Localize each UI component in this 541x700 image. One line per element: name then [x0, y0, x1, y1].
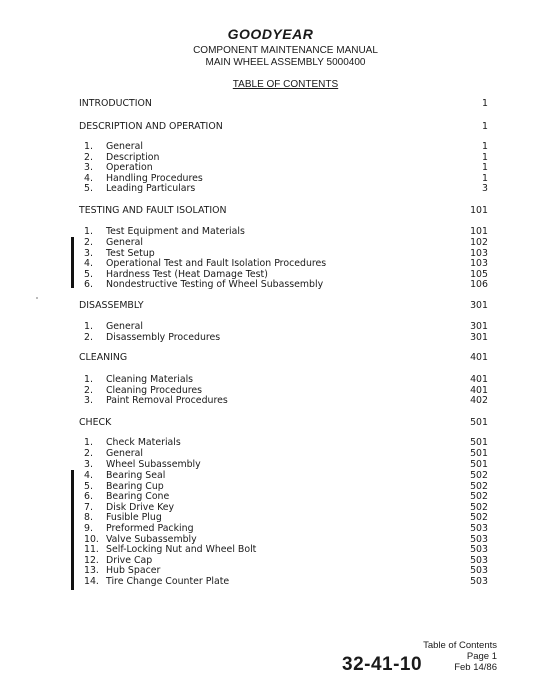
- page-number: 503: [470, 576, 488, 587]
- toc-section-introduction: [0, 98, 541, 109]
- item-label: General: [106, 448, 143, 459]
- page-number: 101: [470, 205, 488, 216]
- item-number: 5.: [84, 269, 93, 280]
- item-label: Bearing Cone: [106, 491, 170, 502]
- item-number: 3.: [84, 162, 93, 173]
- item-label: Cleaning Procedures: [106, 385, 203, 396]
- item-number: 2.: [84, 152, 93, 163]
- item-label: Preformed Packing: [106, 523, 194, 534]
- toc-section-disassembly: [0, 300, 541, 311]
- footer-label: Table of Contents: [423, 640, 497, 651]
- item-number: 4.: [84, 470, 93, 481]
- page-number: 501: [470, 417, 488, 428]
- item-label: Operational Test and Fault Isolation Procedures: [106, 258, 327, 269]
- toc-item: [0, 141, 541, 152]
- item-number: 9.: [84, 523, 93, 534]
- page-number: 503: [470, 534, 488, 545]
- toc-item: [0, 565, 541, 576]
- section-title: INTRODUCTION: [79, 98, 152, 109]
- scan-speck: [36, 297, 38, 299]
- item-number: 10.: [84, 534, 99, 545]
- item-label: Bearing Seal: [106, 470, 166, 481]
- page-number: 501: [470, 459, 488, 470]
- page-number: 105: [470, 269, 488, 280]
- item-number: 8.: [84, 512, 93, 523]
- page-number: 3: [482, 183, 488, 194]
- item-number: 1.: [84, 226, 93, 237]
- item-label: Fusible Plug: [106, 512, 162, 523]
- section-title: TESTING AND FAULT ISOLATION: [79, 205, 227, 216]
- section-title: CLEANING: [79, 352, 128, 363]
- item-label: Operation: [106, 162, 153, 173]
- page-number: 103: [470, 248, 488, 259]
- item-label: Check Materials: [106, 437, 181, 448]
- toc-item: [0, 491, 541, 502]
- item-number: 1.: [84, 141, 93, 152]
- item-label: Description: [106, 152, 160, 163]
- toc-item: [0, 437, 541, 448]
- page-number: 502: [470, 491, 488, 502]
- item-label: Disk Drive Key: [106, 502, 175, 513]
- item-number: 11.: [84, 544, 99, 555]
- item-number: 14.: [84, 576, 99, 587]
- page-number: 502: [470, 470, 488, 481]
- item-label: Hub Spacer: [106, 565, 161, 576]
- toc-item: [0, 237, 541, 248]
- toc-item: [0, 226, 541, 237]
- item-number: 2.: [84, 332, 93, 343]
- page-number: 401: [470, 374, 488, 385]
- item-label: Disassembly Procedures: [106, 332, 221, 343]
- assembly-title: MAIN WHEEL ASSEMBLY 5000400: [205, 57, 366, 68]
- item-label: Paint Removal Procedures: [106, 395, 228, 406]
- item-number: 2.: [84, 385, 93, 396]
- item-label: Hardness Test (Heat Damage Test): [106, 269, 268, 280]
- item-label: Bearing Cup: [106, 481, 164, 492]
- toc-item: [0, 395, 541, 406]
- toc-section-cleaning: [0, 352, 541, 363]
- page-number: 101: [470, 226, 488, 237]
- page-number: 301: [470, 300, 488, 311]
- item-number: 13.: [84, 565, 99, 576]
- item-number: 1.: [84, 374, 93, 385]
- item-label: General: [106, 321, 143, 332]
- page-number: 502: [470, 502, 488, 513]
- item-label: Test Equipment and Materials: [106, 226, 245, 237]
- manual-title: COMPONENT MAINTENANCE MANUAL: [193, 45, 378, 56]
- item-label: Nondestructive Testing of Wheel Subassembly: [106, 279, 324, 290]
- item-label: General: [106, 237, 143, 248]
- page-number: 501: [470, 448, 488, 459]
- item-label: Test Setup: [106, 248, 155, 259]
- toc-item: [0, 544, 541, 555]
- page-number: 301: [470, 321, 488, 332]
- toc-section-check: [0, 417, 541, 428]
- page-number: 503: [470, 555, 488, 566]
- item-number: 7.: [84, 502, 93, 513]
- toc-section-testing-and-fault-isolation: [0, 205, 541, 216]
- item-number: 6.: [84, 279, 93, 290]
- page-number: 502: [470, 512, 488, 523]
- item-label: Wheel Subassembly: [106, 459, 201, 470]
- item-label: Handling Procedures: [106, 173, 203, 184]
- toc-section-description-and-operation: [0, 121, 541, 132]
- item-number: 1.: [84, 437, 93, 448]
- toc-item: [0, 459, 541, 470]
- item-number: 2.: [84, 237, 93, 248]
- item-number: 3.: [84, 459, 93, 470]
- goodyear-logo: GOODYEAR: [227, 26, 314, 42]
- page-number: 503: [470, 544, 488, 555]
- item-number: 5.: [84, 183, 93, 194]
- item-label: Self-Locking Nut and Wheel Bolt: [106, 544, 257, 555]
- page-number: 103: [470, 258, 488, 269]
- page-number: 502: [470, 481, 488, 492]
- toc-item: [0, 470, 541, 481]
- section-title: CHECK: [79, 417, 112, 428]
- page-number: 402: [470, 395, 488, 406]
- footer-date: Feb 14/86: [454, 662, 497, 673]
- page-number: 301: [470, 332, 488, 343]
- page-number: 1: [482, 162, 488, 173]
- item-number: 3.: [84, 395, 93, 406]
- toc-item: [0, 448, 541, 459]
- item-number: 4.: [84, 258, 93, 269]
- item-label: Drive Cap: [106, 555, 153, 566]
- page-number: 401: [470, 352, 488, 363]
- page-number: 503: [470, 523, 488, 534]
- toc-item: [0, 258, 541, 269]
- page-number: 106: [470, 279, 488, 290]
- page-number: 1: [482, 152, 488, 163]
- toc-title: TABLE OF CONTENTS: [232, 79, 339, 90]
- toc-item: [0, 576, 541, 587]
- item-number: 6.: [84, 491, 93, 502]
- toc-item: [0, 183, 541, 194]
- page-number: 102: [470, 237, 488, 248]
- toc-item: [0, 523, 541, 534]
- toc-item: [0, 374, 541, 385]
- page-number: 1: [482, 173, 488, 184]
- page-number: 1: [482, 141, 488, 152]
- document-number: 32-41-10: [342, 654, 423, 675]
- item-number: 12.: [84, 555, 99, 566]
- item-number: 1.: [84, 321, 93, 332]
- item-label: Leading Particulars: [106, 183, 196, 194]
- page-number: 1: [482, 121, 488, 132]
- footer-page: Page 1: [466, 651, 497, 662]
- item-number: 4.: [84, 173, 93, 184]
- section-title: DESCRIPTION AND OPERATION: [79, 121, 223, 132]
- item-label: General: [106, 141, 143, 152]
- item-label: Valve Subassembly: [106, 534, 197, 545]
- page-number: 401: [470, 385, 488, 396]
- toc-item: [0, 512, 541, 523]
- page-number: 501: [470, 437, 488, 448]
- page-number: 503: [470, 565, 488, 576]
- item-label: Tire Change Counter Plate: [106, 576, 230, 587]
- item-number: 3.: [84, 248, 93, 259]
- item-number: 5.: [84, 481, 93, 492]
- section-title: DISASSEMBLY: [79, 300, 144, 311]
- item-number: 2.: [84, 448, 93, 459]
- page-number: 1: [482, 98, 488, 109]
- toc-item: [0, 332, 541, 343]
- toc-item: [0, 162, 541, 173]
- toc-item: [0, 279, 541, 290]
- toc-item: [0, 321, 541, 332]
- item-label: Cleaning Materials: [106, 374, 194, 385]
